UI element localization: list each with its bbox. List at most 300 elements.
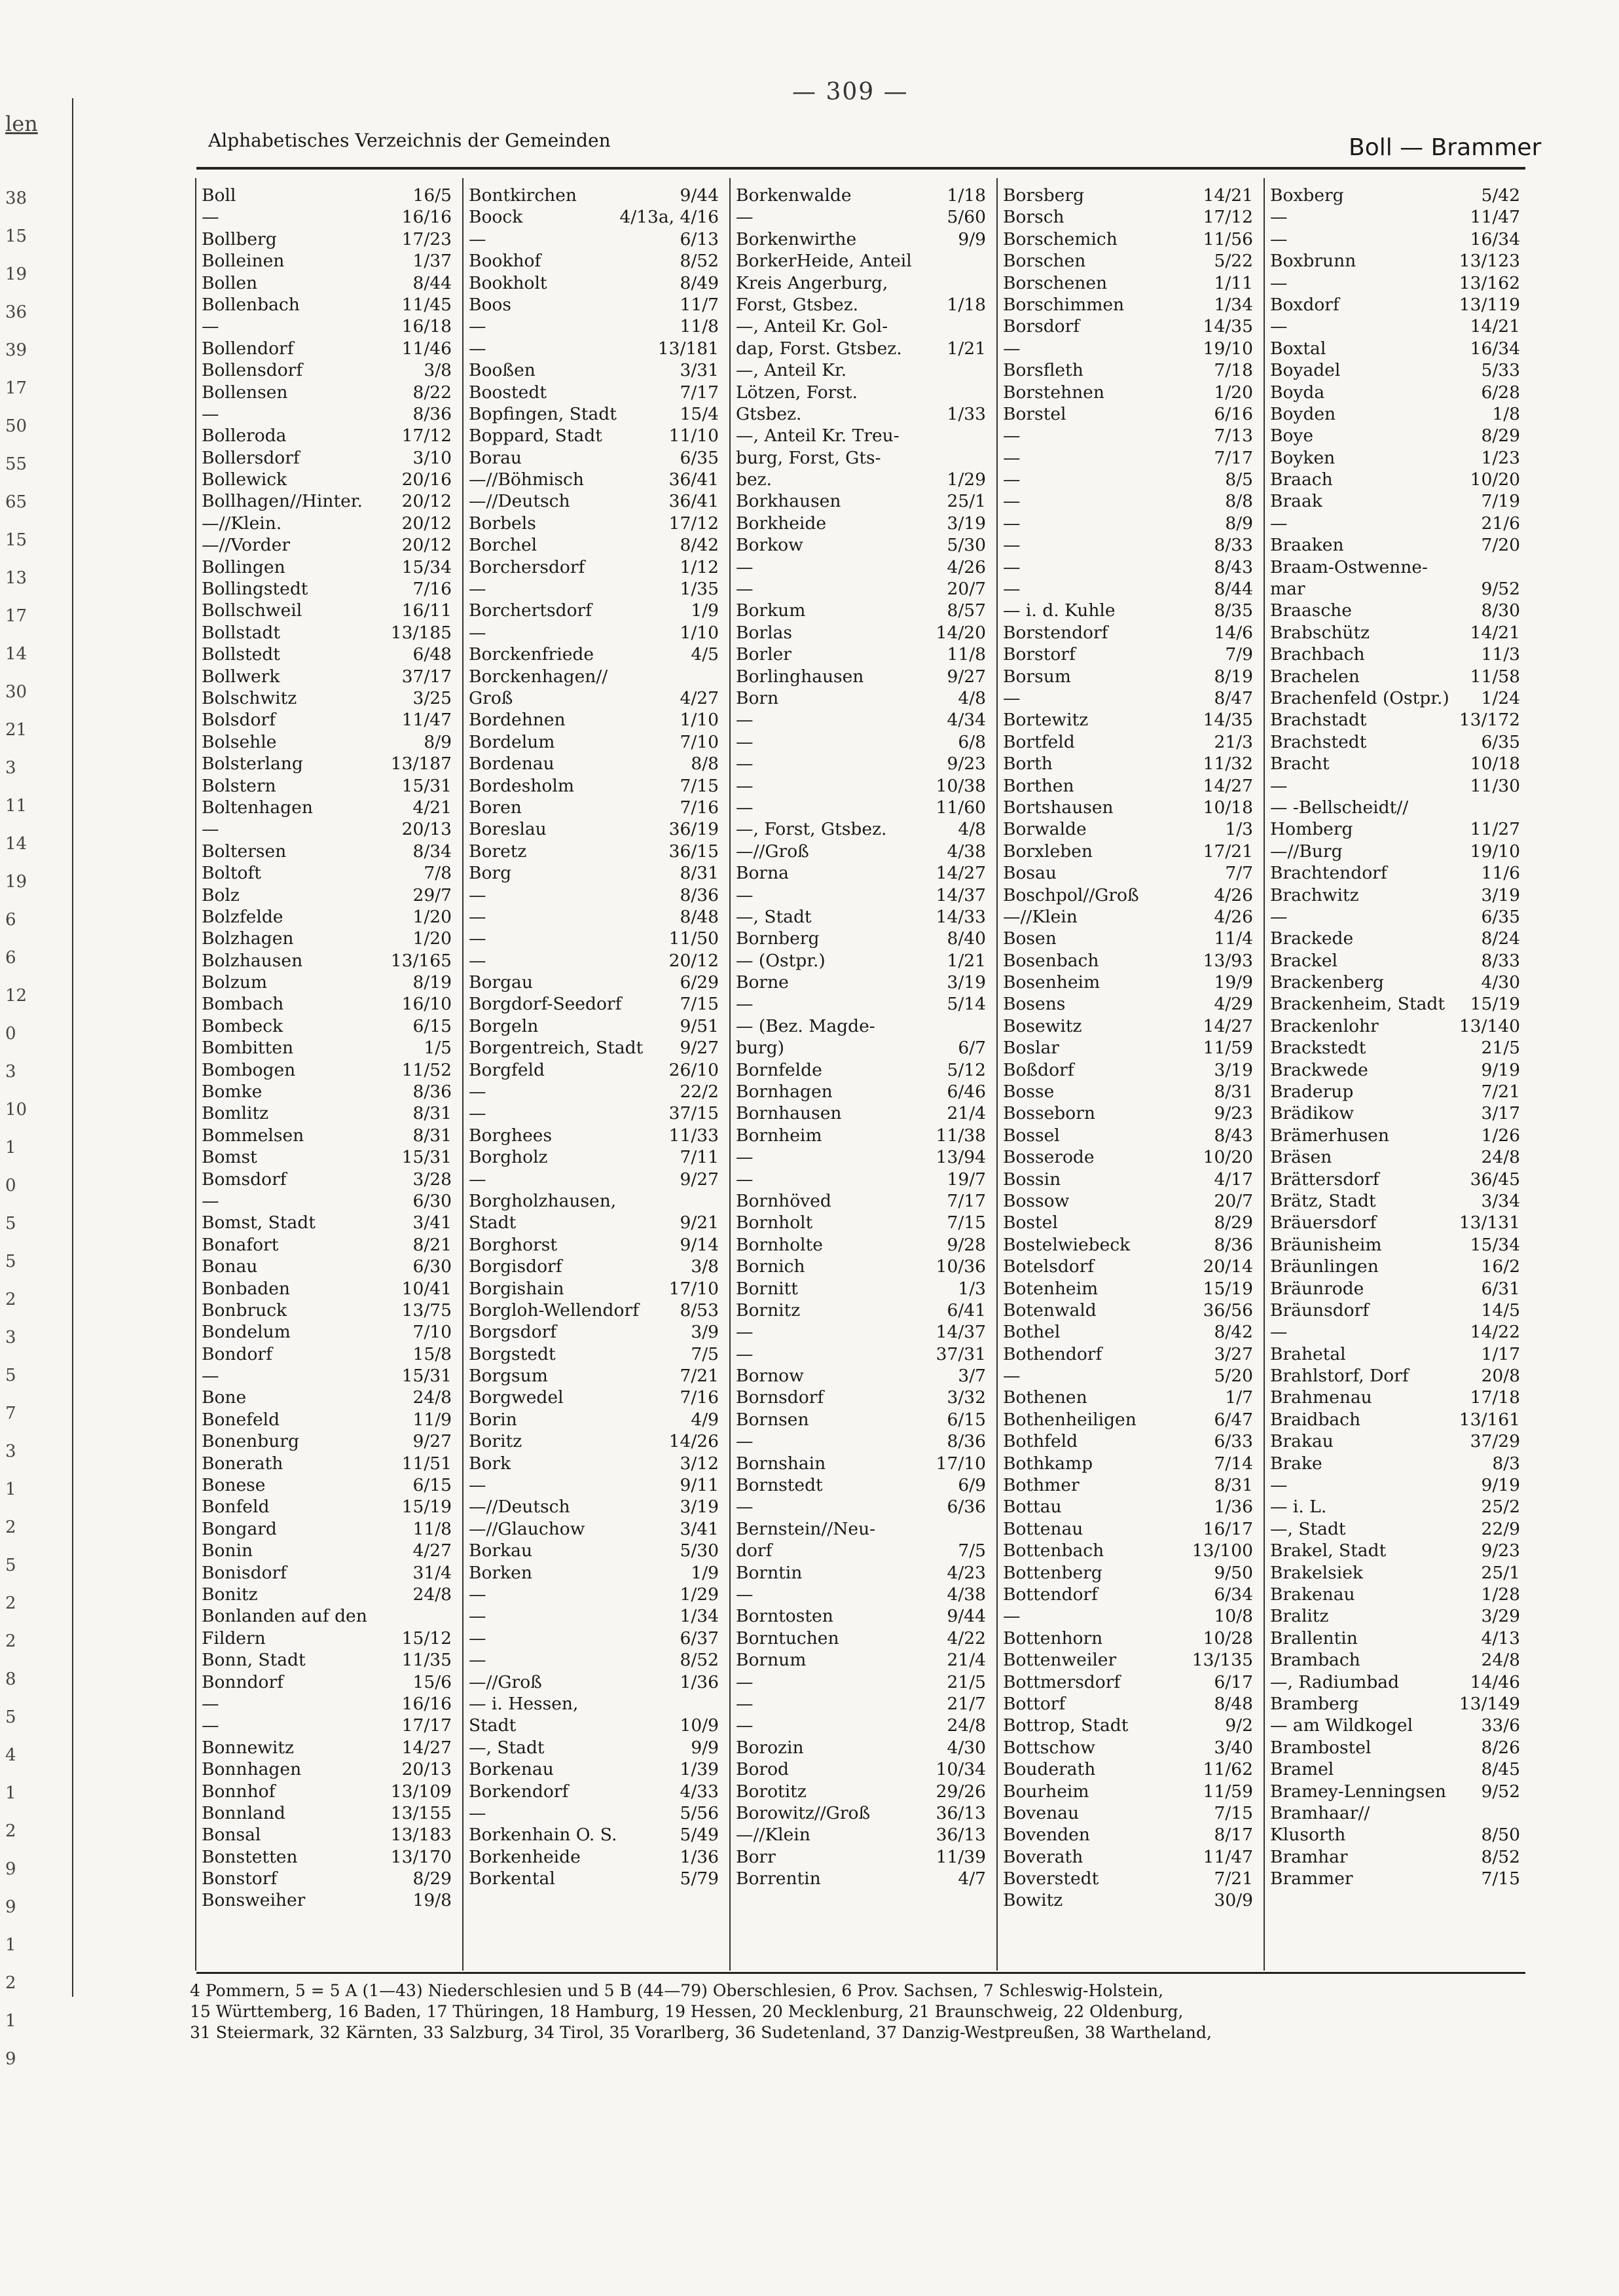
- entry-reference: 13/161: [1459, 1409, 1520, 1430]
- index-entry: [469, 1649, 719, 1671]
- entry-reference: 8/45: [1481, 1759, 1520, 1780]
- entry-name: Booßen: [469, 360, 536, 381]
- index-entry: [202, 1409, 452, 1430]
- index-entry: [736, 1584, 986, 1605]
- index-entry: [1003, 1802, 1253, 1824]
- entry-reference: 20/14: [1203, 1256, 1253, 1277]
- index-entry: [469, 206, 719, 228]
- index-entry: [736, 206, 986, 228]
- index-entry: [736, 1212, 986, 1233]
- index-entry: [202, 1300, 452, 1321]
- entry-reference: 14/5: [1481, 1300, 1520, 1321]
- index-entry: [736, 1256, 986, 1277]
- entry-name: Brakau: [1270, 1431, 1334, 1452]
- entry-name: Bornholte: [736, 1234, 823, 1255]
- entry-name: Brakelsiek: [1270, 1562, 1363, 1583]
- entry-name: —, Stadt: [1270, 1518, 1346, 1539]
- entry-name: Klusorth: [1270, 1825, 1346, 1846]
- index-entry: [736, 1693, 986, 1715]
- index-entry: [202, 228, 452, 250]
- index-entry: [736, 1868, 986, 1889]
- entry-reference: 11/7: [680, 294, 719, 315]
- entry-reference: 5/33: [1481, 360, 1520, 381]
- entry-name: mar: [1270, 579, 1305, 600]
- entry-reference: 7/16: [412, 579, 452, 600]
- entry-name: —: [469, 1082, 486, 1102]
- entry-name: Bollberg: [202, 228, 277, 249]
- entry-name: —: [1003, 338, 1021, 359]
- index-entry: [1003, 1409, 1253, 1430]
- index-entry: [736, 513, 986, 534]
- entry-name: —: [202, 207, 219, 228]
- index-entry: [1270, 1562, 1520, 1584]
- entry-name: Borkheide: [736, 513, 827, 534]
- entry-reference: 17/23: [401, 228, 452, 249]
- margin-fragment: 15: [5, 530, 27, 550]
- entry-reference: 21/5: [947, 1671, 986, 1692]
- entry-reference: 3/25: [412, 687, 452, 708]
- index-entry: [1270, 666, 1520, 687]
- entry-name: Borgishain: [469, 1278, 564, 1299]
- entry-reference: 4/33: [680, 1781, 719, 1802]
- index-entry: [736, 753, 986, 774]
- entry-reference: 11/50: [668, 928, 719, 949]
- entry-name: Bottenweiler: [1003, 1650, 1117, 1671]
- entry-name: Brachelen: [1270, 666, 1360, 687]
- entry-name: Boostedt: [469, 382, 547, 403]
- index-entry: [1003, 294, 1253, 316]
- entry-name: Borsberg: [1003, 185, 1084, 206]
- entry-name: Bonn, Stadt: [202, 1650, 306, 1671]
- entry-name: Bramel: [1270, 1759, 1334, 1780]
- entry-name: Bordesholm: [469, 775, 574, 796]
- entry-name: Bollersdorf: [202, 447, 300, 468]
- index-entry: [469, 1846, 719, 1868]
- index-entry: [736, 316, 986, 337]
- entry-name: —: [202, 1366, 219, 1387]
- entry-reference: 1/3: [958, 1278, 986, 1299]
- index-entry: [469, 1321, 719, 1343]
- entry-reference: 22/2: [680, 1082, 719, 1102]
- index-column-5: [1264, 178, 1525, 1971]
- index-entry: [469, 818, 719, 840]
- entry-name: —, Forst, Gtsbez.: [736, 819, 887, 840]
- index-entry: [1003, 556, 1253, 578]
- index-entry: [736, 884, 986, 906]
- index-entry: [1270, 1781, 1520, 1802]
- entry-name: Bottenau: [1003, 1518, 1083, 1539]
- entry-name: Bordehnen: [469, 710, 566, 731]
- entry-reference: 25/2: [1481, 1497, 1520, 1518]
- entry-name: Bollhagen//Hinter.: [202, 491, 363, 512]
- index-entry: [202, 1453, 452, 1474]
- index-entry: [469, 1343, 719, 1365]
- entry-name: Bothenheiligen: [1003, 1409, 1137, 1430]
- entry-name: Bottenhorn: [1003, 1628, 1103, 1649]
- index-entry: [469, 425, 719, 446]
- entry-reference: 9/52: [1481, 1781, 1520, 1802]
- entry-reference: 14/21: [1470, 316, 1520, 337]
- entry-reference: 9/51: [680, 1015, 719, 1036]
- entry-name: —: [1270, 513, 1288, 534]
- entry-reference: 24/8: [412, 1584, 452, 1605]
- index-entry: [202, 1190, 452, 1212]
- entry-name: Bookholt: [469, 272, 547, 293]
- index-entry: [1270, 1802, 1520, 1824]
- index-entry: [1270, 359, 1520, 381]
- entry-reference: 8/53: [680, 1300, 719, 1321]
- index-column-3: [729, 178, 991, 1971]
- entry-reference: 6/41: [947, 1300, 986, 1321]
- index-entry: [736, 1802, 986, 1824]
- margin-fragment: 14: [5, 644, 27, 664]
- index-entry: [202, 447, 452, 469]
- index-entry: [1003, 206, 1253, 228]
- entry-name: Borozin: [736, 1737, 804, 1758]
- index-entry: [736, 1169, 986, 1190]
- index-entry: [469, 1059, 719, 1081]
- entry-reference: 7/21: [1481, 1082, 1520, 1102]
- entry-name: —, Stadt: [736, 906, 812, 927]
- index-entry: [1270, 1605, 1520, 1627]
- entry-name: Bottrop, Stadt: [1003, 1715, 1129, 1736]
- margin-fragment: 7: [5, 1404, 16, 1423]
- index-entry: [202, 1715, 452, 1736]
- entry-name: —//Vorder: [202, 535, 290, 556]
- entry-reference: 7/10: [412, 1322, 452, 1343]
- entry-reference: 11/8: [680, 316, 719, 337]
- entry-name: Boye: [1270, 426, 1314, 446]
- entry-name: Borowitz//Groß: [736, 1802, 871, 1823]
- entry-name: Bornow: [736, 1366, 804, 1387]
- entry-reference: 15/12: [401, 1628, 452, 1649]
- entry-reference: 37/15: [668, 1103, 719, 1124]
- entry-reference: 1/18: [947, 185, 986, 206]
- index-entry: [469, 513, 719, 534]
- entry-reference: 26/10: [668, 1059, 719, 1080]
- margin-fragment: 0: [5, 1024, 16, 1044]
- index-entry: [469, 1781, 719, 1802]
- entry-reference: 13/183: [390, 1825, 452, 1846]
- footnote-line-1: 4 Pommern, 5 = 5 A (1—43) Niederschlesien und 5 B (44—79) Oberschlesien, 6 Prov. Sachsen, 7 Schleswig-Holstein,: [190, 1981, 1164, 2000]
- margin-fragment: 38: [5, 189, 27, 208]
- margin-fragment: 30: [5, 682, 27, 702]
- entry-name: Bornholt: [736, 1212, 813, 1233]
- entry-reference: 9/23: [1481, 1540, 1520, 1561]
- entry-name: Borgisdorf: [469, 1256, 562, 1277]
- index-entry: [1003, 447, 1253, 469]
- entry-reference: 8/17: [1214, 1825, 1253, 1846]
- index-entry: [469, 359, 719, 381]
- entry-reference: 10/41: [401, 1278, 452, 1299]
- entry-reference: 8/19: [412, 972, 452, 993]
- index-entry: [469, 1474, 719, 1496]
- index-entry: [736, 1190, 986, 1212]
- entry-reference: 4/30: [947, 1737, 986, 1758]
- entry-name: —, Radiumbad: [1270, 1671, 1400, 1692]
- index-entry: [469, 228, 719, 250]
- index-entry: [1003, 469, 1253, 490]
- entry-name: —//Deutsch: [469, 491, 570, 512]
- index-entry: [736, 818, 986, 840]
- entry-name: Bollensdorf: [202, 360, 303, 381]
- index-entry: [1270, 862, 1520, 884]
- index-entry: [1003, 687, 1253, 709]
- index-entry: [1270, 1190, 1520, 1212]
- entry-reference: 20/12: [401, 535, 452, 556]
- entry-name: Boltenhagen: [202, 797, 313, 818]
- entry-name: —//Burg: [1270, 841, 1343, 862]
- entry-reference: 8/52: [680, 1650, 719, 1671]
- entry-name: Bräunsdorf: [1270, 1300, 1370, 1321]
- index-entry: [736, 1649, 986, 1671]
- index-entry: [469, 1868, 719, 1889]
- entry-name: Born: [736, 687, 779, 708]
- entry-reference: 20/13: [401, 819, 452, 840]
- index-entry: [736, 1081, 986, 1102]
- entry-reference: 4/23: [947, 1562, 986, 1583]
- entry-reference: 8/43: [1214, 1125, 1253, 1146]
- margin-fragment: 6: [5, 910, 16, 930]
- entry-name: Bolsdorf: [202, 710, 276, 731]
- entry-reference: 29/26: [936, 1781, 986, 1802]
- entry-name: Bottendorf: [1003, 1584, 1098, 1605]
- entry-name: Brachenfeld (Ostpr.): [1270, 687, 1449, 708]
- entry-reference: 8/9: [1225, 513, 1253, 534]
- entry-reference: 13/119: [1459, 294, 1520, 315]
- entry-name: Borsch: [1003, 207, 1064, 228]
- entry-reference: 1/37: [412, 251, 452, 272]
- index-entry: [736, 1758, 986, 1780]
- entry-reference: 21/5: [1481, 1038, 1520, 1059]
- entry-name: Brambach: [1270, 1650, 1360, 1671]
- index-entry: [1270, 1868, 1520, 1889]
- entry-name: Bourheim: [1003, 1781, 1089, 1802]
- index-entry: [202, 818, 452, 840]
- entry-reference: 13/155: [390, 1802, 452, 1823]
- margin-fragment: 11: [5, 796, 27, 816]
- entry-name: Bothkamp: [1003, 1453, 1093, 1474]
- entry-reference: 3/17: [1481, 1103, 1520, 1124]
- index-entry: [736, 447, 986, 469]
- entry-reference: 13/93: [1203, 950, 1253, 971]
- entry-name: Boschpol//Groß: [1003, 884, 1139, 905]
- entry-name: —//Glauchow: [469, 1518, 585, 1539]
- entry-reference: 1/7: [1225, 1387, 1253, 1408]
- index-entry: [736, 1518, 986, 1540]
- entry-name: Borkenau: [469, 1759, 554, 1780]
- entry-reference: 13/149: [1459, 1693, 1520, 1714]
- entry-reference: 14/21: [1470, 622, 1520, 643]
- index-entry: [1270, 1628, 1520, 1649]
- margin-fragment: 5: [5, 1214, 16, 1233]
- entry-reference: 19/10: [1470, 841, 1520, 862]
- index-entry: [469, 1693, 719, 1715]
- entry-name: —: [469, 1103, 486, 1124]
- index-entry: [736, 1387, 986, 1408]
- index-entry: [1270, 731, 1520, 753]
- entry-reference: 8/24: [1481, 928, 1520, 949]
- index-entry: [1003, 1321, 1253, 1343]
- entry-reference: 1/17: [1481, 1343, 1520, 1364]
- entry-reference: 9/19: [1481, 1059, 1520, 1080]
- entry-reference: 6/29: [680, 972, 719, 993]
- margin-fragment: 3: [5, 758, 16, 778]
- entry-name: —: [736, 1343, 754, 1364]
- index-entry: [1003, 534, 1253, 556]
- index-entry: [202, 1015, 452, 1037]
- entry-name: Forst, Gtsbez.: [736, 294, 859, 315]
- entry-reference: 3/41: [412, 1212, 452, 1233]
- index-entry: [1270, 1015, 1520, 1037]
- index-entry: [1270, 1453, 1520, 1474]
- index-entry: [469, 841, 719, 862]
- entry-name: Bollstadt: [202, 622, 281, 643]
- entry-name: Borntuchen: [736, 1628, 839, 1649]
- index-entry: [1270, 1300, 1520, 1321]
- index-entry: [1003, 1256, 1253, 1277]
- entry-reference: 17/12: [1203, 207, 1253, 228]
- index-entry: [202, 382, 452, 403]
- index-entry: [736, 272, 986, 294]
- entry-name: Bonese: [202, 1475, 266, 1496]
- entry-reference: 1/20: [412, 906, 452, 927]
- index-entry: [202, 578, 452, 600]
- entry-name: Bonitz: [202, 1584, 258, 1605]
- entry-name: Borler: [736, 644, 791, 665]
- index-entry: [1270, 600, 1520, 621]
- entry-name: Borlas: [736, 622, 792, 643]
- index-entry: [202, 687, 452, 709]
- index-entry: [1003, 1649, 1253, 1671]
- index-entry: [202, 666, 452, 687]
- entry-name: —: [1003, 687, 1021, 708]
- entry-reference: 7/18: [1214, 360, 1253, 381]
- entry-reference: 7/17: [680, 382, 719, 403]
- entry-reference: 7/15: [680, 994, 719, 1015]
- index-entry: [736, 622, 986, 644]
- entry-name: Boyken: [1270, 447, 1336, 468]
- entry-reference: 37/29: [1470, 1431, 1520, 1452]
- index-entry: [202, 1430, 452, 1452]
- entry-name: Brahmenau: [1270, 1387, 1372, 1408]
- entry-reference: 13/165: [390, 950, 452, 971]
- index-entry: [1270, 687, 1520, 709]
- index-entry: [202, 1212, 452, 1233]
- entry-name: Bralitz: [1270, 1606, 1329, 1627]
- index-entry: [469, 1802, 719, 1824]
- entry-reference: 20/8: [1481, 1366, 1520, 1387]
- entry-reference: 24/8: [412, 1387, 452, 1408]
- entry-reference: 19/9: [1214, 972, 1253, 993]
- index-entry: [1003, 490, 1253, 512]
- entry-name: Borth: [1003, 754, 1053, 774]
- index-entry: [202, 1343, 452, 1365]
- entry-reference: 20/12: [401, 513, 452, 534]
- entry-name: Bonndorf: [202, 1671, 283, 1692]
- entry-name: Bosen: [1003, 928, 1057, 949]
- entry-reference: 3/40: [1214, 1737, 1253, 1758]
- entry-name: Borotitz: [736, 1781, 807, 1802]
- entry-name: Borghees: [469, 1125, 553, 1146]
- index-entry: [469, 447, 719, 469]
- index-entry: [202, 1737, 452, 1758]
- entry-name: Bonnland: [202, 1802, 285, 1823]
- entry-name: Bräsen: [1270, 1147, 1332, 1168]
- entry-reference: 9/9: [691, 1737, 719, 1758]
- index-entry: [736, 1234, 986, 1256]
- entry-reference: 8/5: [1225, 469, 1253, 490]
- entry-reference: 6/35: [1481, 906, 1520, 927]
- entry-reference: 6/35: [680, 447, 719, 468]
- entry-name: Bolzfelde: [202, 906, 283, 927]
- entry-reference: 1/29: [680, 1584, 719, 1605]
- entry-reference: 8/57: [947, 600, 986, 621]
- entry-name: Boverath: [1003, 1846, 1083, 1867]
- index-entry: [469, 1300, 719, 1321]
- index-entry: [202, 972, 452, 993]
- index-entry: [469, 1102, 719, 1124]
- entry-reference: 15/31: [401, 1366, 452, 1387]
- entry-name: Bonnhof: [202, 1781, 276, 1802]
- entry-name: Bolzhagen: [202, 928, 294, 949]
- index-entry: [1270, 1125, 1520, 1146]
- entry-reference: 6/28: [1481, 382, 1520, 403]
- entry-name: Bollendorf: [202, 338, 294, 359]
- entry-reference: 19/10: [1203, 338, 1253, 359]
- entry-reference: 4/8: [958, 687, 986, 708]
- margin-fragment: 1: [5, 1480, 16, 1499]
- entry-name: Borken: [469, 1562, 532, 1583]
- entry-name: —//Groß: [736, 841, 809, 862]
- entry-name: Borgentreich, Stadt: [469, 1038, 644, 1059]
- index-entry: [469, 1715, 719, 1736]
- margin-fragment: 9: [5, 2049, 16, 2069]
- entry-name: Brahlstorf, Dorf: [1270, 1366, 1409, 1387]
- entry-name: Brackenheim, Stadt: [1270, 994, 1446, 1015]
- entry-reference: 1/9: [691, 1562, 719, 1583]
- entry-name: Bollwerk: [202, 666, 280, 687]
- index-entry: [202, 185, 452, 206]
- page-header-title: Alphabetisches Verzeichnis der Gemeinden: [208, 130, 611, 151]
- entry-name: Bollewick: [202, 469, 287, 490]
- index-entry: [1003, 731, 1253, 753]
- entry-name: Borchel: [469, 535, 537, 556]
- entry-reference: 1/36: [680, 1846, 719, 1867]
- index-entry: [469, 993, 719, 1015]
- index-entry: [736, 1015, 986, 1037]
- entry-reference: 5/30: [947, 535, 986, 556]
- entry-reference: 16/10: [401, 994, 452, 1015]
- entry-reference: 7/11: [680, 1147, 719, 1168]
- entry-name: Bornstedt: [736, 1475, 823, 1496]
- entry-name: Boxberg: [1270, 185, 1344, 206]
- entry-reference: 10/8: [1214, 1606, 1253, 1627]
- entry-name: —: [736, 1715, 754, 1736]
- index-entry: [469, 403, 719, 425]
- entry-name: —: [1003, 535, 1021, 556]
- entry-reference: 1/39: [680, 1759, 719, 1780]
- index-entry: [202, 1846, 452, 1868]
- entry-name: Bracht: [1270, 754, 1330, 774]
- entry-reference: 8/43: [1214, 556, 1253, 577]
- entry-name: Bomlitz: [202, 1103, 269, 1124]
- entry-name: — (Ostpr.): [736, 950, 826, 971]
- index-entry: [1003, 1081, 1253, 1102]
- entry-reference: 8/19: [1214, 666, 1253, 687]
- entry-reference: 9/21: [680, 1212, 719, 1233]
- entry-reference: 31/4: [412, 1562, 452, 1583]
